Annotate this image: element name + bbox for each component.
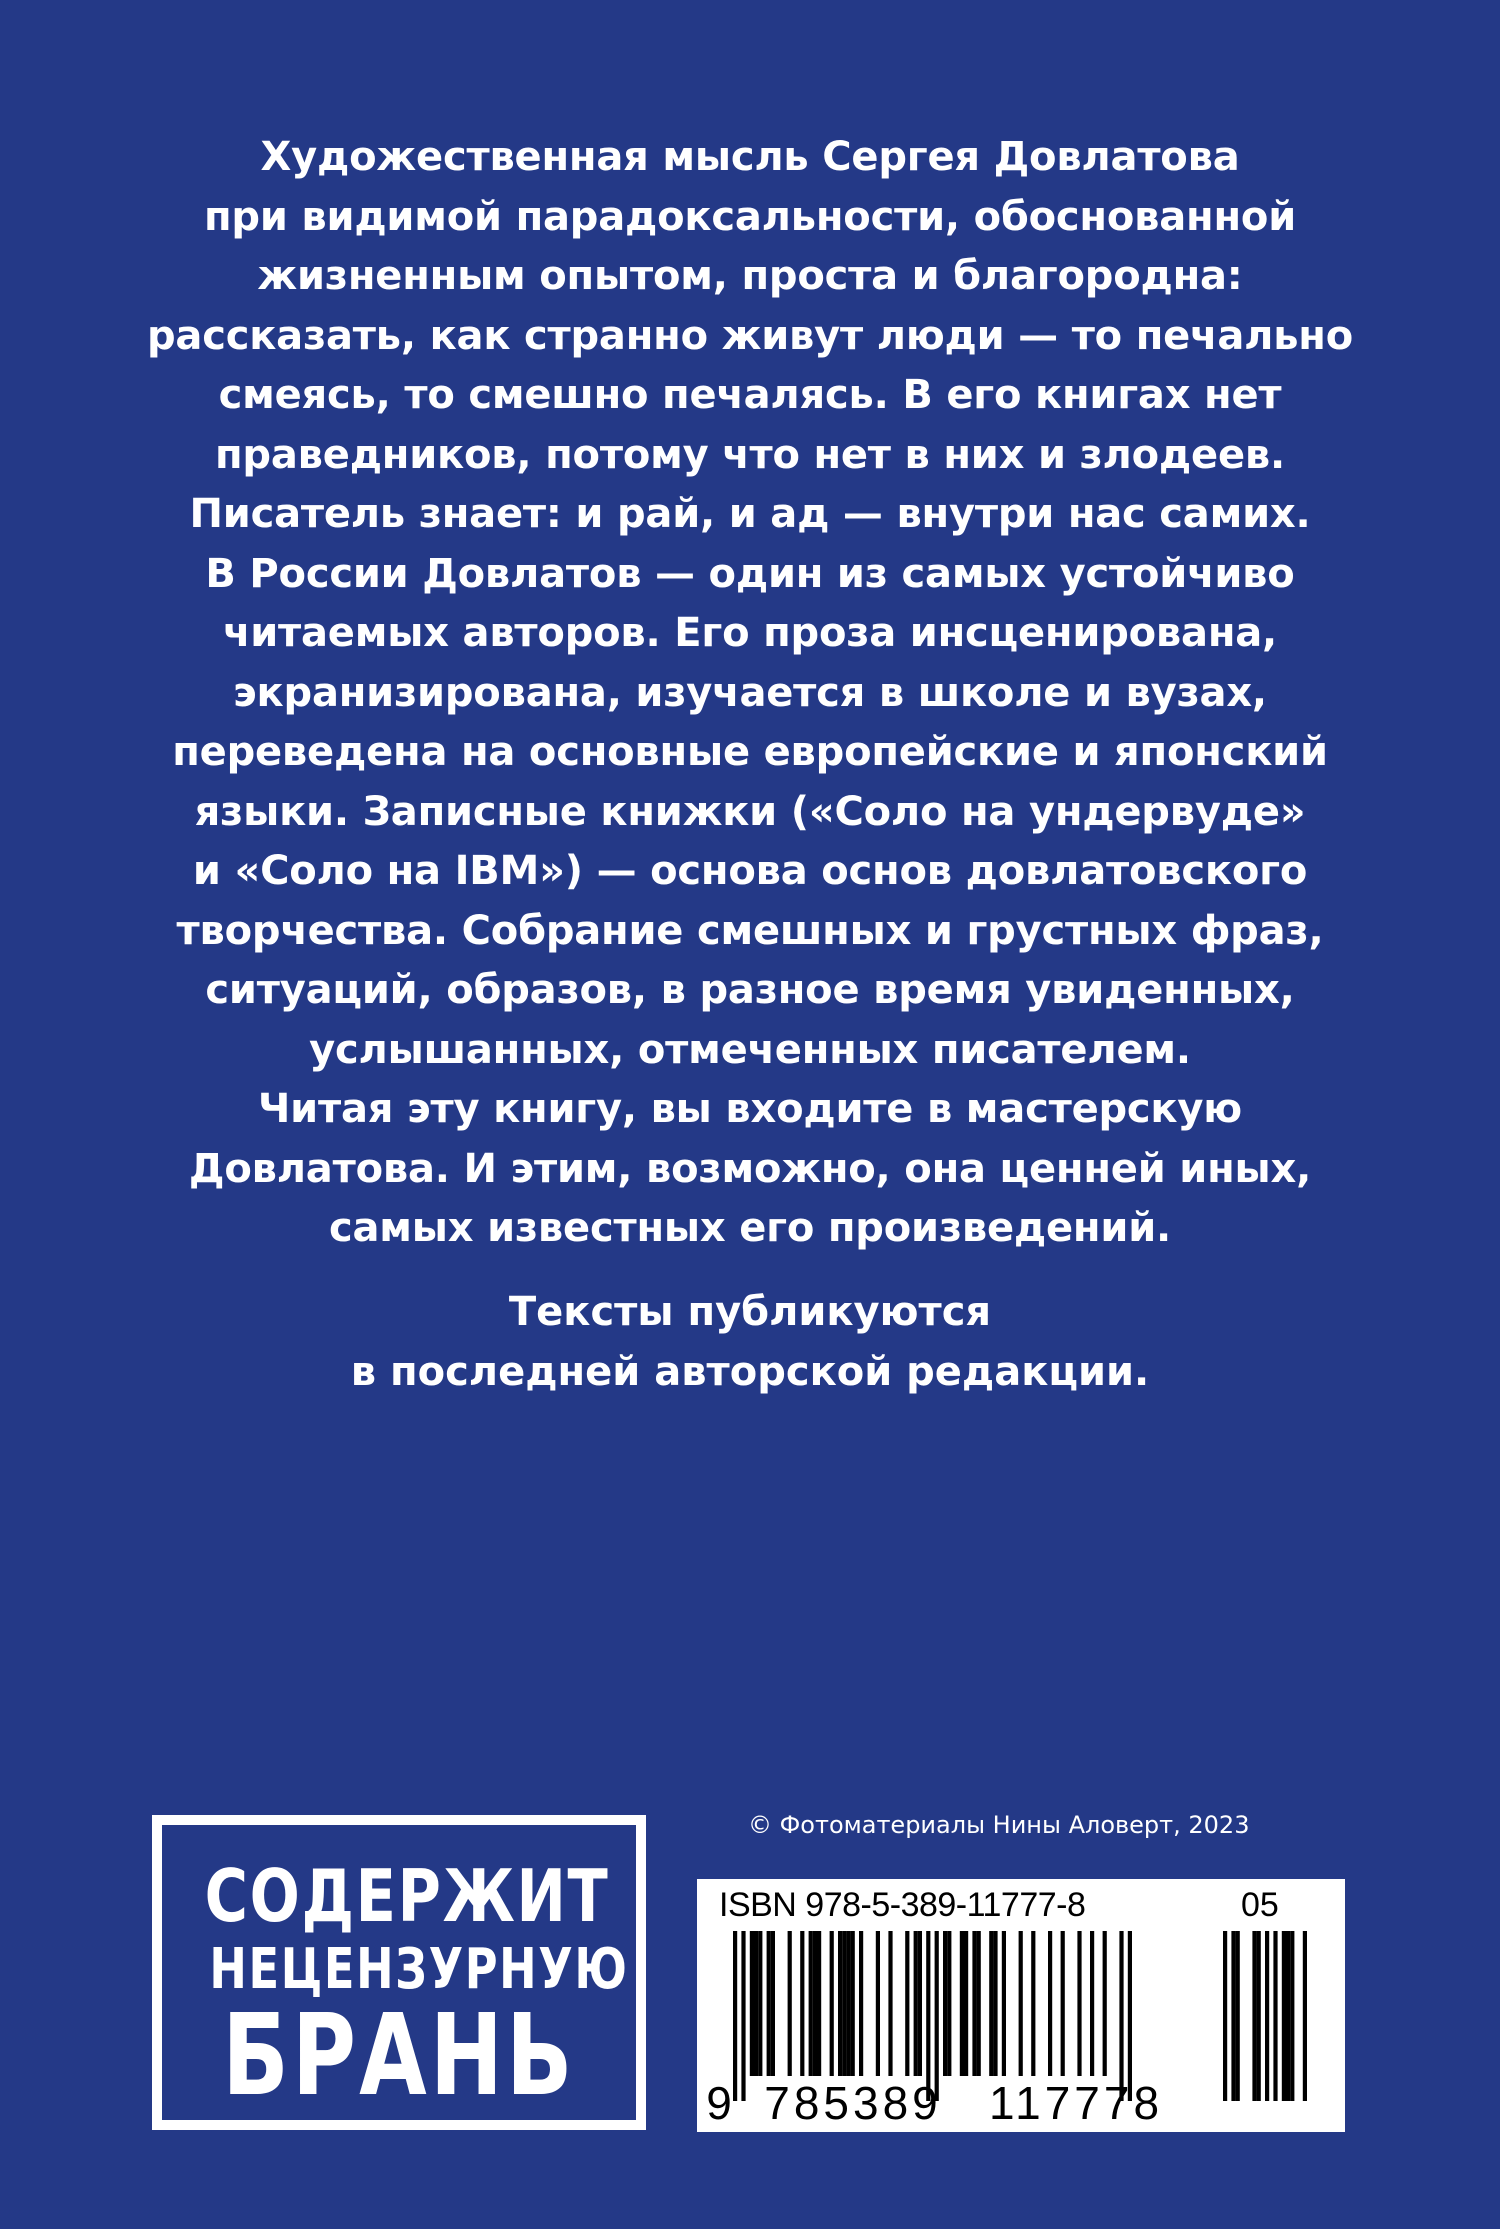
annotation-line: читаемых авторов. Его проза инсценирована, bbox=[222, 610, 1278, 656]
barcode-left-digits: 785389 bbox=[764, 2077, 942, 2129]
barcode-bar bbox=[767, 1931, 771, 2076]
annotation-line: экранизирована, изучается в школе и вузах, bbox=[233, 669, 1267, 716]
barcode-bar bbox=[813, 1931, 817, 2076]
barcode-bar bbox=[741, 1931, 745, 2101]
barcode-addon-bar bbox=[1286, 1931, 1290, 2101]
warning-line-1: СОДЕРЖИТ bbox=[204, 1854, 610, 1938]
annotation-line: рассказать, как странно живут люди — то печально bbox=[146, 312, 1354, 359]
annotation-line: переведена на основные европейские и японский bbox=[172, 729, 1328, 775]
barcode-bar bbox=[859, 1931, 863, 2076]
annotation-line: праведников, потому что нет в них и злодеев. bbox=[214, 431, 1285, 478]
barcode-bar bbox=[758, 1931, 762, 2076]
annotation-line: В России Довлатов — один из самых устойчиво bbox=[205, 550, 1295, 597]
warning-line-2: НЕЦЕНЗУРНУЮ bbox=[209, 1937, 629, 2002]
barcode-bar bbox=[935, 1931, 939, 2101]
barcode-bar bbox=[1061, 1931, 1065, 2076]
annotation-line: жизненным опытом, проста и благородна: bbox=[257, 253, 1243, 299]
barcode-first-digit: 9 bbox=[706, 2077, 732, 2129]
barcode-bar bbox=[960, 1931, 964, 2076]
barcode-bar bbox=[918, 1931, 922, 2076]
barcode-addon-bar bbox=[1252, 1931, 1256, 2101]
annotation-line: Читая эту книгу, вы входите в мастерскую bbox=[258, 1086, 1242, 1132]
barcode-bar bbox=[1103, 1931, 1107, 2076]
barcode-bar bbox=[926, 1931, 930, 2101]
barcode-addon-bar bbox=[1223, 1931, 1227, 2101]
annotation-line: Довлатова. И этим, возможно, она ценней иных, bbox=[188, 1145, 1312, 1192]
barcode-bar bbox=[842, 1931, 846, 2076]
warning-line-3: БРАНЬ bbox=[222, 1991, 576, 2121]
barcode-bar bbox=[838, 1931, 842, 2076]
barcode-bar bbox=[1090, 1931, 1094, 2076]
edition-note-line: Тексты публикуются bbox=[508, 1289, 992, 1335]
barcode-bar bbox=[1031, 1931, 1035, 2076]
edition-note bbox=[90, 1282, 1410, 1402]
barcode-addon-bar bbox=[1273, 1931, 1277, 2101]
annotation-text bbox=[90, 128, 1410, 1259]
barcode-addon-digits: 05 bbox=[1241, 1886, 1279, 1924]
barcode-bar bbox=[977, 1931, 981, 2076]
barcode-bar bbox=[788, 1931, 792, 2076]
barcode-bar bbox=[800, 1931, 804, 2076]
barcode-bar bbox=[947, 1931, 951, 2076]
barcode-bar bbox=[972, 1931, 976, 2076]
barcode-addon-bar bbox=[1282, 1931, 1286, 2101]
barcode-bar bbox=[989, 1931, 993, 2076]
annotation-line: смеясь, то смешно печалясь. В его книгах нет bbox=[218, 372, 1282, 418]
barcode-addon-bar bbox=[1265, 1931, 1269, 2101]
annotation-line: творчества. Собрание смешных и грустных фраз, bbox=[176, 907, 1324, 954]
barcode-bar bbox=[771, 1931, 775, 2076]
barcode-bar bbox=[1128, 1931, 1132, 2101]
barcode-bar bbox=[817, 1931, 821, 2076]
barcode-bar bbox=[830, 1931, 834, 2076]
barcode-bar bbox=[964, 1931, 968, 2076]
barcode-bar bbox=[993, 1931, 997, 2076]
annotation-line: самых известных его произведений. bbox=[328, 1205, 1172, 1251]
photo-copyright: © Фотоматериалы Нины Аловерт, 2023 bbox=[748, 1811, 1250, 1839]
profanity-warning-label bbox=[152, 1815, 646, 2130]
barcode-addon-bar bbox=[1303, 1931, 1307, 2101]
barcode-bar bbox=[888, 1931, 892, 2076]
barcode-addon-bar bbox=[1257, 1931, 1261, 2101]
barcode-bar bbox=[733, 1931, 737, 2101]
barcode-bar bbox=[809, 1931, 813, 2076]
annotation-line: услышанных, отмеченных писателем. bbox=[309, 1026, 1191, 1073]
barcode-bar bbox=[1002, 1931, 1006, 2076]
barcode-right-digits: 117778 bbox=[988, 2077, 1164, 2129]
barcode-bar bbox=[943, 1931, 947, 2076]
barcode-bar bbox=[1077, 1931, 1081, 2076]
barcode-addon-bar bbox=[1231, 1931, 1235, 2101]
annotation-line: ситуаций, образов, в разное время увиденных, bbox=[205, 967, 1295, 1013]
barcode-bar bbox=[876, 1931, 880, 2076]
barcode-bar bbox=[1019, 1931, 1023, 2076]
barcode-bar bbox=[1119, 1931, 1123, 2101]
barcode-addon-bar bbox=[1236, 1931, 1240, 2101]
edition-note-line: в последней авторской редакции. bbox=[350, 1349, 1150, 1395]
annotation-line: Художественная мысль Сергея Довлатова bbox=[260, 134, 1240, 180]
isbn-label: ISBN 978-5-389-11777-8 bbox=[719, 1886, 1086, 1924]
barcode-bar bbox=[1048, 1931, 1052, 2076]
isbn-barcode bbox=[697, 1879, 1345, 2132]
barcode-bar bbox=[914, 1931, 918, 2076]
annotation-line: языки. Записные книжки («Соло на ундервуде» bbox=[194, 788, 1306, 835]
barcode-addon-bar bbox=[1290, 1931, 1294, 2101]
barcode-bar bbox=[905, 1931, 909, 2076]
barcode-bar bbox=[750, 1931, 754, 2076]
annotation-line: при видимой парадоксальности, обоснованной bbox=[203, 193, 1297, 240]
barcode-bar bbox=[851, 1931, 855, 2076]
annotation-line: Писатель знает: и рай, и ад — внутри нас самих. bbox=[189, 491, 1311, 537]
annotation-line: и «Соло на IBM») — основа основ довлатовского bbox=[192, 848, 1308, 894]
barcode-bar bbox=[754, 1931, 758, 2076]
barcode-bar bbox=[846, 1931, 850, 2076]
